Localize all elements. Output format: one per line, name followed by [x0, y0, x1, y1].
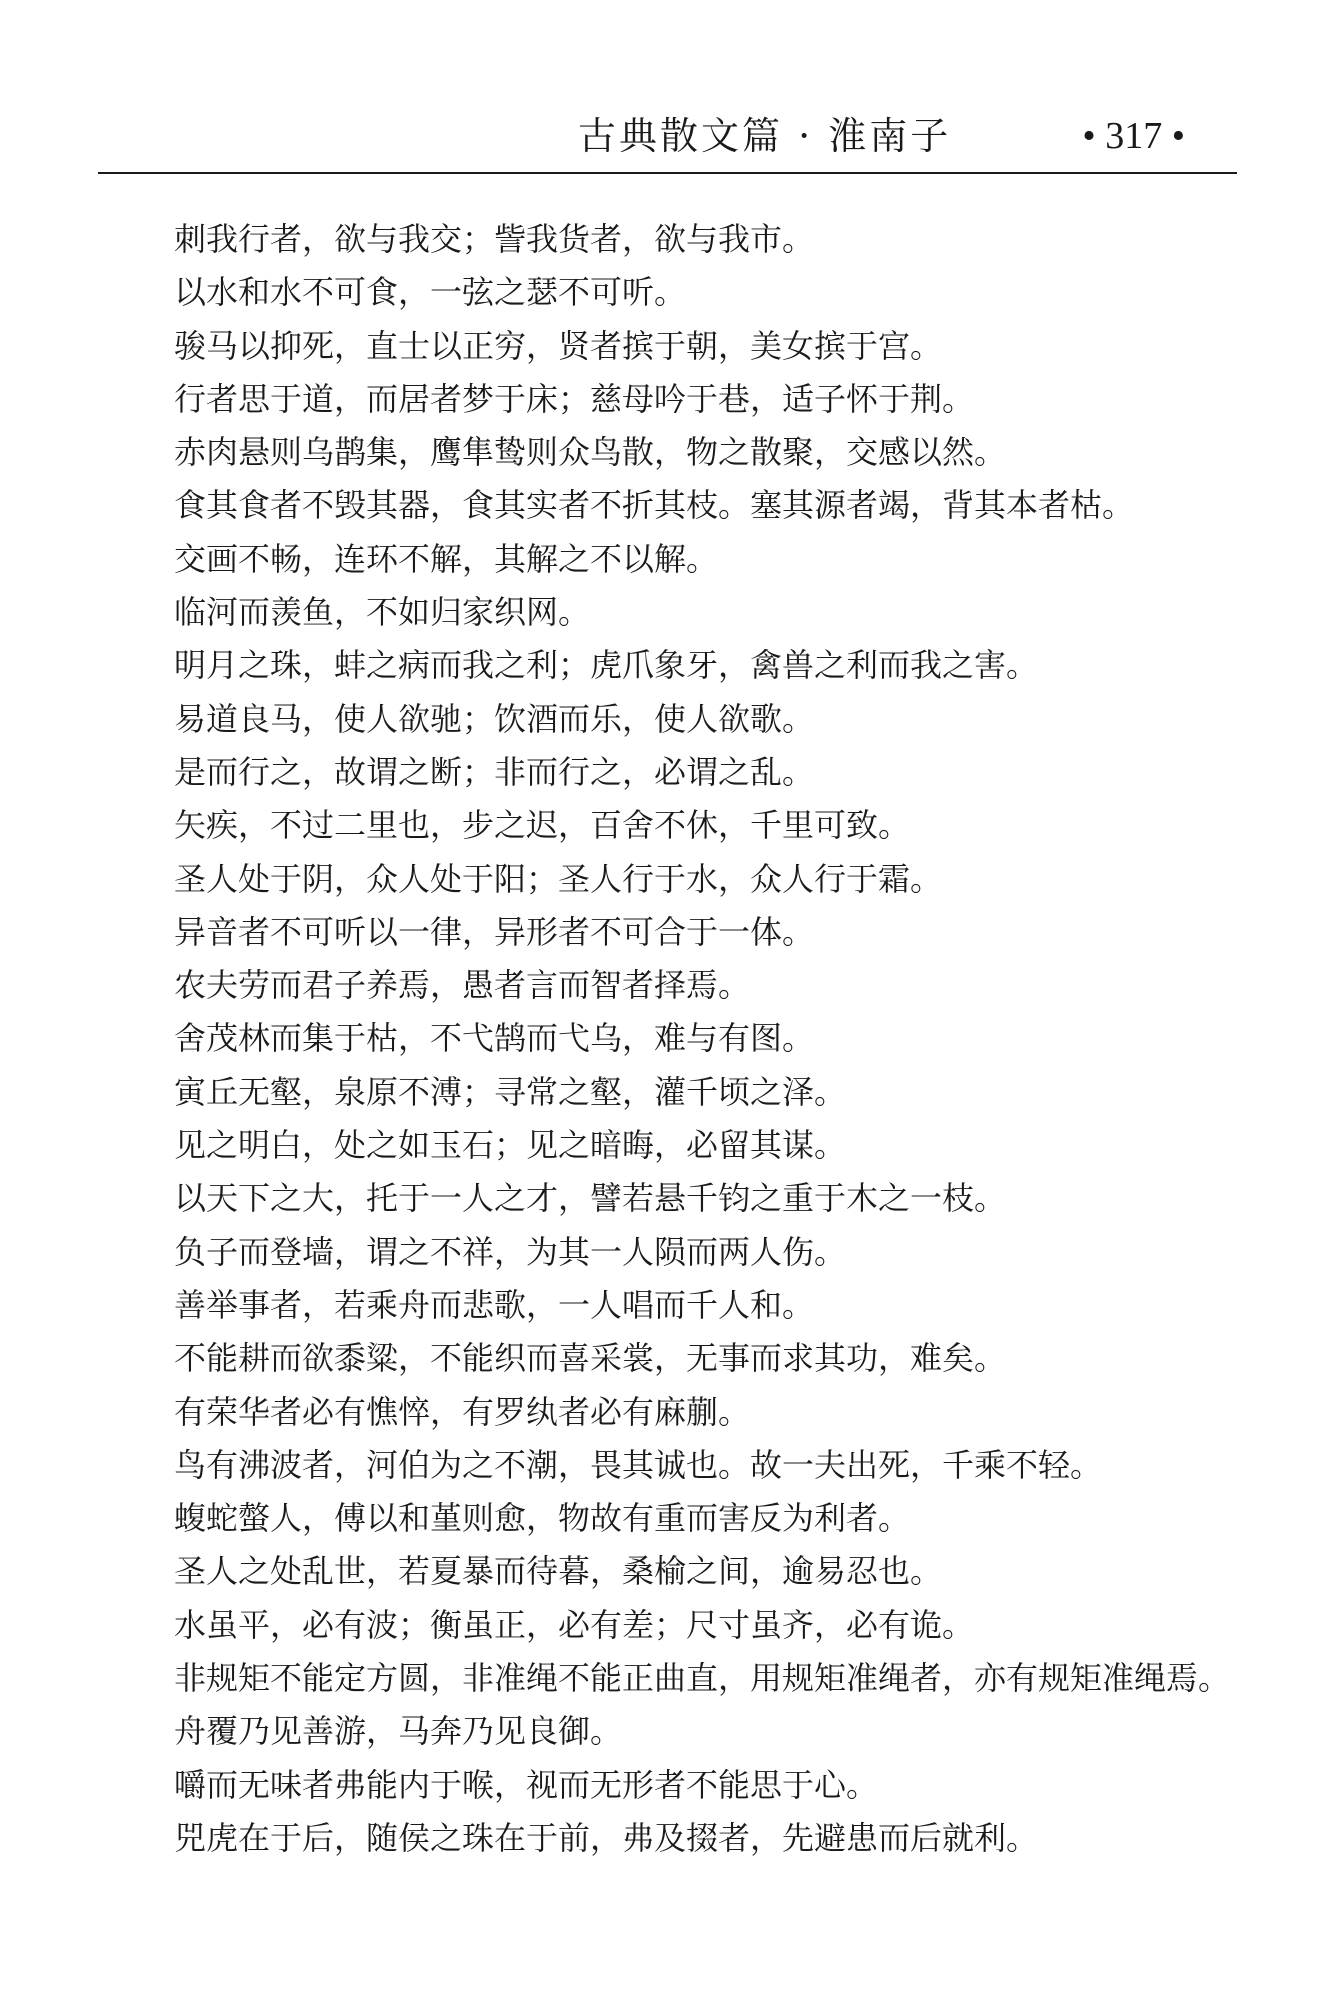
text-line: 非规矩不能定方圆，非准绳不能正曲直，用规矩准绳者，亦有规矩准绳焉。	[174, 1659, 1231, 1698]
text-line: 不能耕而欲黍粱，不能织而喜采裳，无事而求其功，难矣。	[174, 1339, 1007, 1378]
text-line: 临河而羡鱼，不如归家织网。	[174, 593, 591, 632]
text-line: 寅丘无壑，泉原不溥；寻常之壑，灌千顷之泽。	[174, 1072, 847, 1111]
text-line: 圣人之处乱世，若夏暴而待暮，桑榆之间，逾易忍也。	[174, 1552, 943, 1591]
text-line: 嚼而无味者弗能内于喉，视而无形者不能思于心。	[174, 1765, 879, 1804]
section-title: 古典散文篇 · 淮南子	[578, 114, 952, 158]
text-line: 行者思于道，而居者梦于床；慈母吟于巷，适子怀于荆。	[174, 379, 975, 418]
header-rule	[98, 172, 1237, 174]
text-line: 鸟有沸波者，河伯为之不潮，畏其诚也。故一夫出死，千乘不轻。	[174, 1445, 1103, 1484]
text-line: 负子而登墙，谓之不祥，为其一人陨而两人伤。	[174, 1232, 847, 1271]
page-header	[98, 108, 1237, 168]
text-line: 农夫劳而君子养焉，愚者言而智者择焉。	[174, 966, 751, 1005]
text-line: 刺我行者，欲与我交；訾我货者，欲与我市。	[174, 220, 815, 258]
text-line: 骏马以抑死，直士以正穷，贤者摈于朝，美女摈于宫。	[174, 326, 943, 365]
body-text	[103, 213, 1236, 1865]
text-line: 食其食者不毁其器，食其实者不折其枝。塞其源者竭，背其本者枯。	[174, 486, 1135, 525]
text-line: 交画不畅，连环不解，其解之不以解。	[174, 539, 719, 578]
text-line: 舟覆乃见善游，马奔乃见良御。	[174, 1712, 623, 1751]
text-line: 圣人处于阴，众人处于阳；圣人行于水，众人行于霜。	[174, 859, 943, 898]
text-line: 赤肉悬则乌鹊集，鹰隼鸷则众鸟散，物之散聚，交感以然。	[174, 433, 1007, 472]
text-line: 以水和水不可食，一弦之瑟不可听。	[174, 273, 687, 312]
page-number: • 317 •	[1082, 115, 1185, 157]
text-line: 善举事者，若乘舟而悲歌，一人唱而千人和。	[174, 1285, 815, 1324]
text-line: 以天下之大，托于一人之才，譬若悬千钧之重于木之一枝。	[174, 1179, 1007, 1218]
text-line: 是而行之，故谓之断；非而行之，必谓之乱。	[174, 752, 815, 791]
text-line: 见之明白，处之如玉石；见之暗晦，必留其谋。	[174, 1126, 847, 1165]
text-line: 兕虎在于后，随侯之珠在于前，弗及掇者，先避患而后就利。	[174, 1818, 1039, 1857]
text-line: 有荣华者必有憔悴，有罗纨者必有麻蒯。	[174, 1392, 751, 1431]
text-line: 矢疾，不过二里也，步之迟，百舍不休，千里可致。	[174, 806, 911, 845]
text-line: 明月之珠，蚌之病而我之利；虎爪象牙，禽兽之利而我之害。	[174, 646, 1039, 685]
text-line: 舍茂林而集于枯，不弋鹄而弋乌，难与有图。	[174, 1019, 815, 1058]
text-line: 水虽平，必有波；衡虽正，必有差；尺寸虽齐，必有诡。	[174, 1605, 975, 1644]
text-line: 蝮蛇螫人，傅以和堇则愈，物故有重而害反为利者。	[174, 1499, 911, 1538]
text-line: 异音者不可听以一律，异形者不可合于一体。	[174, 912, 815, 951]
text-line: 易道良马，使人欲驰；饮酒而乐，使人欲歌。	[174, 699, 815, 738]
